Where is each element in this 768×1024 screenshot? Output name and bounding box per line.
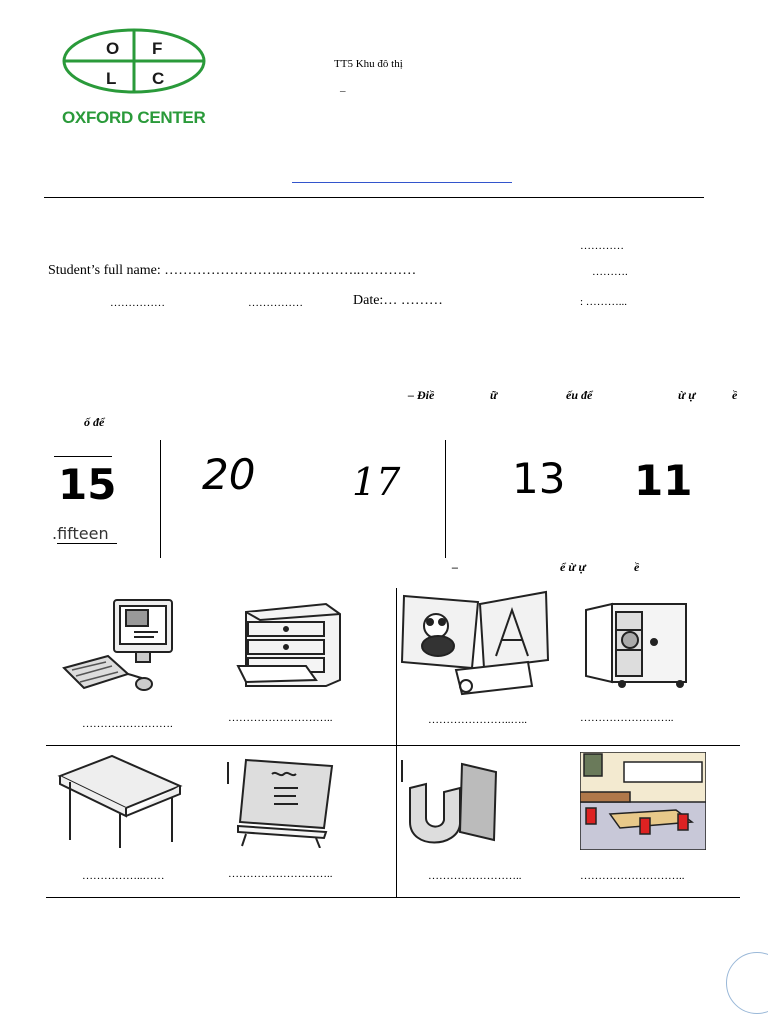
page-corner-circle: [726, 952, 768, 1014]
info-dots-right-3: : ………...: [580, 296, 628, 308]
logo-emblem: [56, 26, 216, 96]
info-dots-a[interactable]: ……………: [110, 297, 165, 309]
board-icon: [226, 756, 338, 853]
exercise1-instruction-a: – Điề: [408, 388, 435, 402]
example-answer: fifteen: [57, 524, 117, 544]
pictures-icon: [400, 590, 550, 701]
example-underline: [54, 456, 112, 457]
number-11: 11: [634, 456, 693, 505]
drawers-icon: [236, 600, 346, 695]
exercise1-instruction-b: ữ: [490, 388, 498, 402]
logo-letter-l: L: [106, 69, 117, 88]
number-20: 20: [202, 450, 256, 499]
grid-vertical-divider: [396, 588, 397, 898]
desk-icon: [56, 752, 184, 855]
computer-icon: [62, 596, 182, 703]
grid-bottom-rule: [46, 897, 740, 898]
column-divider-2: [445, 440, 446, 558]
logo-letter-f: F: [152, 39, 163, 58]
center-address: TT5 Khu đô thị: [334, 58, 403, 70]
example-answer-row: [52, 524, 117, 543]
caption-6[interactable]: ………………………..: [228, 868, 333, 880]
exercise2-instruction-b: ể ừ ự: [560, 560, 586, 574]
example-prefix: .: [52, 524, 58, 543]
logo-letter-o: O: [106, 39, 120, 58]
column-divider-1: [160, 440, 161, 558]
date-field[interactable]: Date:… ………: [353, 293, 443, 308]
caption-7[interactable]: ……………………..: [428, 870, 522, 882]
info-dots-right-2: ……….: [592, 266, 628, 278]
hook-icon: [400, 758, 504, 855]
logo-letter-c: C: [152, 69, 165, 88]
cupboard-icon: [582, 600, 692, 693]
example-number: 15: [58, 460, 117, 509]
number-17: 17: [352, 460, 401, 504]
info-dots-right-1: …………: [580, 240, 624, 252]
logo: [56, 26, 216, 136]
caption-4[interactable]: ……………………..: [580, 712, 674, 724]
exercise2-instruction-c: ề: [634, 560, 640, 574]
caption-5[interactable]: ……………..……: [82, 870, 165, 882]
number-13: 13: [512, 454, 566, 503]
exercise1-instruction-e: ề: [732, 388, 738, 402]
caption-8[interactable]: ………………………..: [580, 870, 685, 882]
exercise1-instruction-d: ừ ự: [678, 388, 696, 402]
info-dots-b[interactable]: ……………: [248, 297, 303, 309]
caption-3[interactable]: …………………..…..: [428, 714, 527, 726]
grid-middle-rule: [46, 745, 740, 746]
website-link-underline[interactable]: [292, 182, 512, 183]
header-divider: [44, 197, 704, 198]
exercise2-instruction-a: –: [452, 560, 458, 574]
exercise1-instruction-c: ếu để: [566, 388, 593, 402]
logo-name: OXFORD CENTER: [62, 108, 206, 127]
student-name-field[interactable]: Student’s full name: ……………………..……………..…………: [48, 263, 417, 278]
caption-1[interactable]: …………………….: [82, 718, 173, 730]
exercise1-instruction-line2: ố để: [84, 415, 105, 429]
classroom-icon: [580, 752, 706, 855]
caption-2[interactable]: ………………………..: [228, 712, 333, 724]
address-dash: –: [340, 85, 346, 97]
